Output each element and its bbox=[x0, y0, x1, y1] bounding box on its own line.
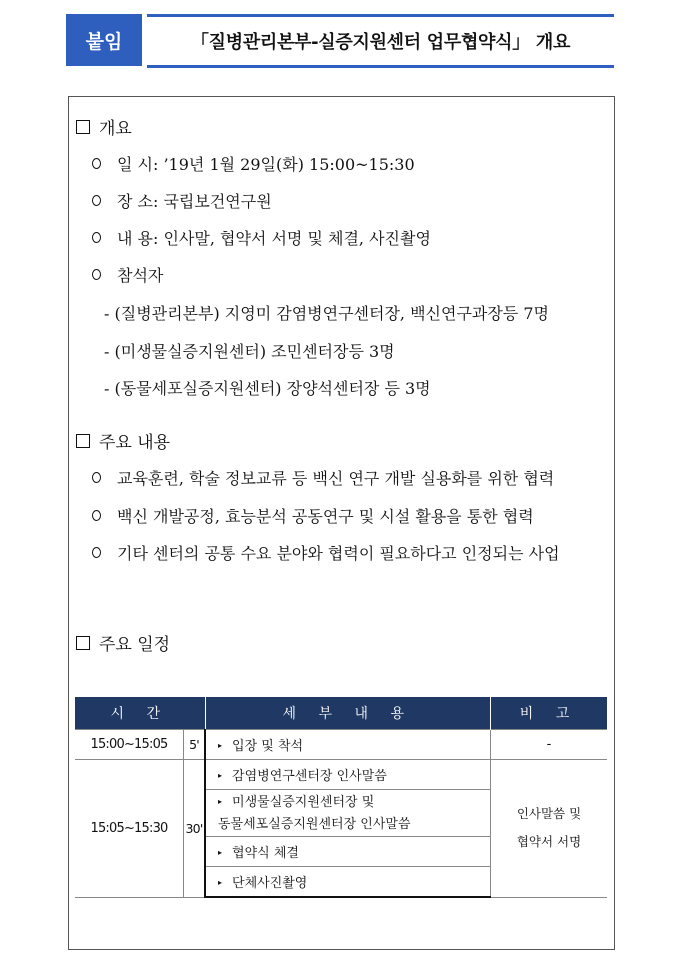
checkbox-square-icon bbox=[76, 120, 90, 134]
section-overview-heading bbox=[76, 114, 132, 139]
attachment-tag: 붙임 bbox=[66, 14, 142, 66]
detail-cell bbox=[205, 867, 491, 898]
attendee-line: - (미생물실증지원센터) 조민센터장등 3명 bbox=[104, 342, 395, 361]
detail-text: 감염병연구센터장 인사말씀 bbox=[232, 769, 387, 784]
overview-attendees-text: 참석자 bbox=[117, 266, 164, 285]
triangle-bullet-icon: ▸ bbox=[218, 771, 223, 780]
circle-bullet-icon bbox=[92, 269, 101, 280]
schedule-table bbox=[75, 697, 607, 898]
note-cell bbox=[491, 760, 608, 898]
section-schedule-title: 주요 일정 bbox=[99, 635, 171, 655]
circle-bullet-icon bbox=[92, 195, 101, 206]
overview-date-text: 일 시: ’19년 1월 29일(화) 15:00~15:30 bbox=[117, 155, 415, 174]
time-cell: 15:05~15:30 bbox=[75, 760, 184, 898]
column-header-details: 세 부 내 용 bbox=[205, 697, 491, 730]
table-row bbox=[75, 760, 607, 790]
detail-cell bbox=[205, 790, 491, 837]
detail-cell bbox=[205, 730, 491, 760]
detail-text: 입장 및 착석 bbox=[232, 739, 304, 754]
triangle-bullet-icon: ▸ bbox=[218, 796, 223, 806]
main-bullet-text: 기타 센터의 공통 수요 분야와 협력이 필요하다고 인정되는 사업 bbox=[117, 544, 560, 563]
section-main-title: 주요 내용 bbox=[99, 433, 171, 453]
column-header-note: 비 고 bbox=[491, 697, 608, 730]
detail-cell bbox=[205, 760, 491, 790]
attendee-line: - (동물세포실증지원센터) 장양석센터장 등 3명 bbox=[104, 379, 431, 398]
detail-text: 협약식 체결 bbox=[232, 846, 299, 861]
main-bullet-text: 교육훈련, 학술 정보교류 등 백신 연구 개발 실용화를 위한 협력 bbox=[117, 469, 555, 488]
circle-bullet-icon bbox=[92, 232, 101, 243]
column-header-time: 시 간 bbox=[75, 697, 205, 730]
triangle-bullet-icon: ▸ bbox=[218, 741, 223, 750]
main-bullet bbox=[92, 504, 534, 527]
detail-text: 미생물실증지원센터장 및 bbox=[232, 794, 375, 810]
attendee-line: - (질병관리본부) 지영미 감염병연구센터장, 백신연구과장등 7명 bbox=[104, 304, 549, 323]
overview-place-text: 장 소: 국립보건연구원 bbox=[117, 192, 272, 211]
schedule-header-row bbox=[75, 697, 607, 730]
overview-content-text: 내 용: 인사말, 협약서 서명 및 체결, 사진촬영 bbox=[117, 229, 431, 248]
circle-bullet-icon bbox=[92, 547, 101, 558]
checkbox-square-icon bbox=[76, 434, 90, 448]
circle-bullet-icon bbox=[92, 158, 101, 169]
duration-cell: 5' bbox=[184, 730, 206, 760]
table-row bbox=[75, 730, 607, 760]
overview-bullet-place bbox=[92, 189, 272, 212]
note-text: 협약서 서명 bbox=[516, 834, 582, 850]
document-title: 「질병관리본부-실증지원센터 업무협약식」 개요 bbox=[147, 14, 614, 68]
duration-cell: 30' bbox=[184, 760, 206, 898]
main-bullet-text: 백신 개발공정, 효능분석 공동연구 및 시설 활용을 통한 협력 bbox=[117, 507, 534, 526]
document-header bbox=[0, 0, 680, 70]
section-main-heading bbox=[76, 428, 170, 453]
section-schedule-heading bbox=[76, 630, 170, 655]
main-bullet bbox=[92, 541, 560, 564]
note-text: 인사말씀 및 bbox=[516, 806, 582, 822]
overview-bullet-attendees bbox=[92, 263, 163, 286]
circle-bullet-icon bbox=[92, 472, 101, 483]
circle-bullet-icon bbox=[92, 510, 101, 521]
overview-bullet-content bbox=[92, 226, 431, 249]
section-overview-title: 개요 bbox=[99, 119, 132, 139]
detail-text: 동물세포실증지원센터장 인사말씀 bbox=[218, 816, 411, 832]
main-bullet bbox=[92, 466, 554, 489]
triangle-bullet-icon: ▸ bbox=[218, 848, 223, 857]
triangle-bullet-icon: ▸ bbox=[218, 878, 223, 887]
detail-cell bbox=[205, 837, 491, 867]
detail-text: 단체사진촬영 bbox=[232, 876, 308, 891]
note-cell: - bbox=[491, 730, 608, 760]
checkbox-square-icon bbox=[76, 636, 90, 650]
time-cell: 15:00~15:05 bbox=[75, 730, 184, 760]
overview-bullet-date bbox=[92, 152, 415, 175]
